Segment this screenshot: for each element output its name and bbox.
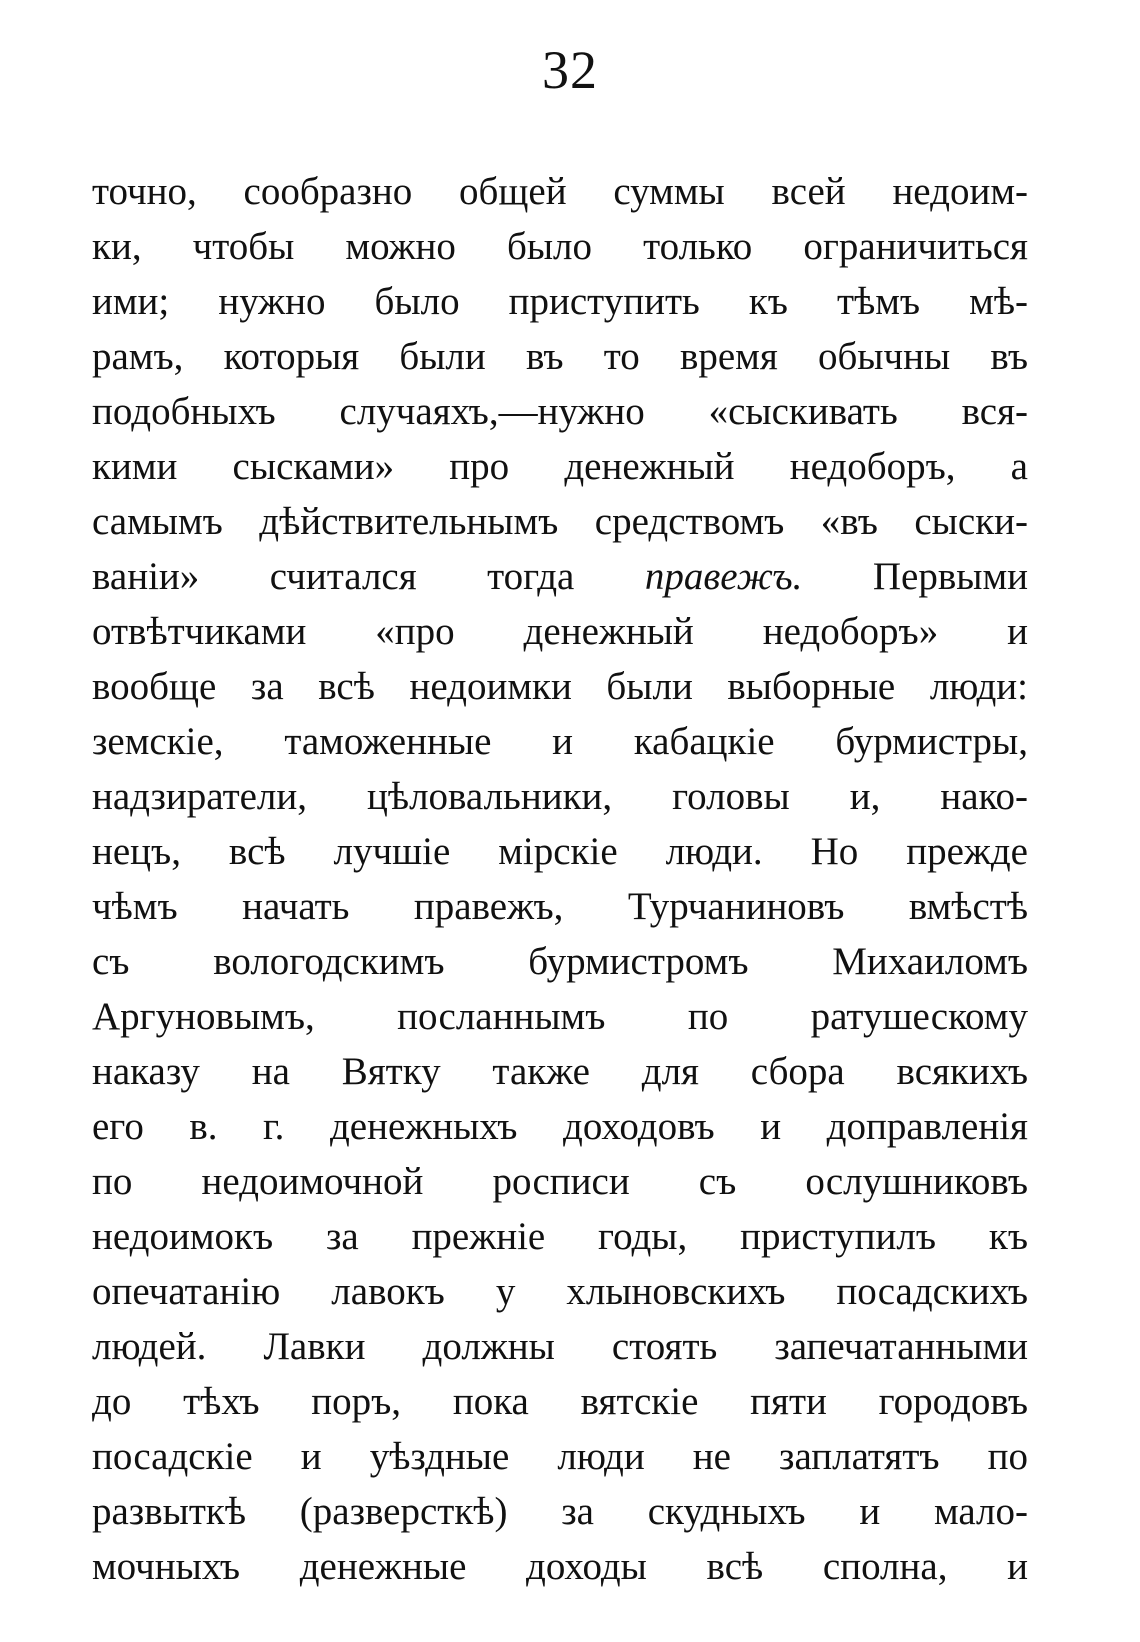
text-line: точно, сообразно общей суммы всей недоим- (92, 170, 1028, 213)
text-line: по недоимочной росписи съ ослушниковъ (92, 1160, 1028, 1203)
text-line: земскіе, таможенные и кабацкіе бурмистры, (92, 720, 1028, 763)
text-line: кими сысками» про денежный недоборъ, а (92, 445, 1028, 488)
text-line: посадскіе и уѣздные люди не заплатятъ по (92, 1435, 1028, 1478)
text-line (92, 549, 1028, 604)
text-line: самымъ дѣйствительнымъ средствомъ «въ сыски- (92, 500, 1028, 543)
text-line: ки, чтобы можно было только ограничиться (92, 225, 1028, 268)
text-segment: Первыми (802, 555, 1028, 598)
text-segment: ваніи» считался тогда (92, 555, 645, 598)
page-number: 32 (542, 40, 598, 100)
body-text (92, 164, 1028, 1594)
text-line: рамъ, которыя были въ то время обычны въ (92, 335, 1028, 378)
text-line: вообще за всѣ недоимки были выборные люди: (92, 665, 1028, 708)
text-line: Аргуновымъ, посланнымъ по ратушескому (92, 995, 1028, 1038)
text-line: мочныхъ денежные доходы всѣ сполна, и (92, 1545, 1028, 1588)
text-line: опечатанію лавокъ у хлыновскихъ посадскихъ (92, 1270, 1028, 1313)
text-line: съ вологодскимъ бурмистромъ Михаиломъ (92, 940, 1028, 983)
text-line: чѣмъ начать правежъ, Турчаниновъ вмѣстѣ (92, 885, 1028, 928)
text-line: ими; нужно было приступить къ тѣмъ мѣ- (92, 280, 1028, 323)
text-line: людей. Лавки должны стоять запечатанными (92, 1325, 1028, 1368)
text-line: недоимокъ за прежніе годы, приступилъ къ (92, 1215, 1028, 1258)
text-line: его в. г. денежныхъ доходовъ и доправленія (92, 1105, 1028, 1148)
text-line: развыткѣ (разверсткѣ) за скудныхъ и мало- (92, 1490, 1028, 1533)
text-line: отвѣтчиками «про денежный недоборъ» и (92, 610, 1028, 653)
text-line: до тѣхъ поръ, пока вятскіе пяти городовъ (92, 1380, 1028, 1423)
text-line: нецъ, всѣ лучшіе мірскіе люди. Но прежде (92, 830, 1028, 873)
text-line: подобныхъ случаяхъ,—нужно «сыскивать вся- (92, 390, 1028, 433)
text-line: наказу на Вятку также для сбора всякихъ (92, 1050, 1028, 1093)
italic-word: правежъ. (644, 555, 803, 598)
text-line: надзиратели, цѣловальники, головы и, нако- (92, 775, 1028, 818)
